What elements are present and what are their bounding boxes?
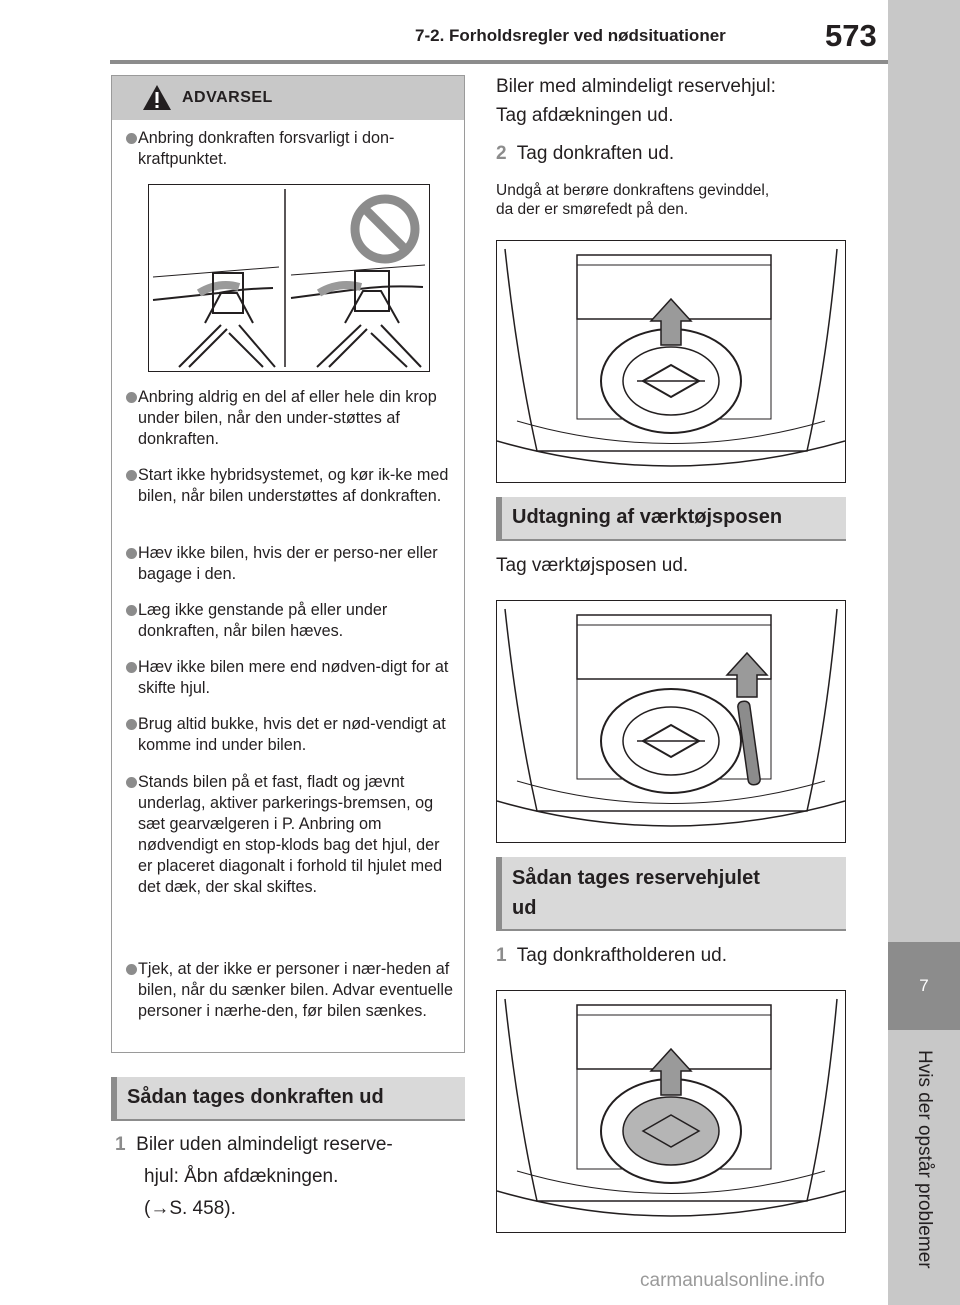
section-heading-spare-wheel: Sådan tages reservehjulet ud (496, 857, 846, 931)
grease-note: Undgå at berøre donkraftens gevinddel, da der er smørefedt på den. (496, 182, 770, 218)
bullet-icon (126, 605, 137, 616)
bullet-icon (126, 777, 137, 788)
section-heading-jack: Sådan tages donkraften ud (111, 1077, 465, 1121)
page-reference: (→S. 458). (144, 1198, 236, 1219)
warning-item: Læg ikke genstande på eller under donkraften, når bilen hæves. (126, 600, 458, 642)
header-rule (110, 60, 888, 64)
chapter-number-tab: 7 (888, 942, 960, 1030)
bullet-icon (126, 392, 137, 403)
warning-item: Anbring aldrig en del af eller hele din krop under bilen, når den under-støttes af donkraften. (126, 387, 458, 450)
bullet-icon (126, 964, 137, 975)
step-2-jack: 2 Tag donkraften ud. (496, 143, 675, 164)
jack-placement-figure (148, 184, 430, 372)
chapter-title-vertical (890, 1050, 958, 1280)
bullet-icon (126, 470, 137, 481)
warning-item: Stands bilen på et fast, fladt og jævnt underlag, aktiver parkerings-bremsen, og sæt gearvælgeren i P. Anbring om nødvendigt en stop-klods bag det hjul, der er placeret diagonalt i forhold til hjulet med det dæk, der skal skiftes. (126, 772, 458, 898)
warning-header (112, 76, 464, 120)
warning-item: Hæv ikke bilen mere end nødven-digt for at skifte hjul. (126, 657, 458, 699)
bullet-icon (126, 133, 137, 144)
warning-label: ADVARSEL (182, 89, 273, 106)
warning-item: Start ikke hybridsystemet, og kør ik-ke med bilen, når bilen understøttes af donkraften. (126, 465, 458, 507)
warning-triangle-icon (142, 84, 172, 111)
prohibition-icon (355, 199, 415, 259)
bullet-icon (126, 548, 137, 559)
warning-item: Anbring donkraften forsvarligt i don-kraftpunktet. (126, 128, 458, 170)
section-header: 7-2. Forholdsregler ved nødsituationer (415, 26, 726, 45)
right-intro-line2: Tag afdækningen ud. (496, 105, 674, 126)
chapter-title: Hvis der opstår problemer (914, 1050, 935, 1269)
trunk-toolbag-figure (496, 600, 846, 843)
right-intro-line1: Biler med almindeligt reservehjul: (496, 76, 776, 97)
warning-item: Tjek, at der ikke er personer i nær-heden af bilen, når du sænker bilen. Advar eventuelle personer i nærhe-den, før bilen sænkes. (126, 959, 458, 1022)
toolbag-instruction: Tag værktøjsposen ud. (496, 555, 689, 576)
step-1-jack: 1 Biler uden almindeligt reserve- hjul: Åbn afdækningen. (→S. 458). (115, 1132, 475, 1222)
warning-item: Hæv ikke bilen, hvis der er perso-ner eller bagage i den. (126, 543, 458, 585)
trunk-jack-figure (496, 240, 846, 483)
bullet-icon (126, 719, 137, 730)
trunk-jack-holder-figure (496, 990, 846, 1233)
section-heading-toolbag: Udtagning af værktøjsposen (496, 497, 846, 541)
warning-box (111, 75, 465, 1053)
bullet-icon (126, 662, 137, 673)
warning-item: Brug altid bukke, hvis det er nød-vendigt at komme ind under bilen. (126, 714, 458, 756)
page-number: 573 (825, 18, 877, 53)
step-1-spare-wheel: 1 Tag donkraftholderen ud. (496, 945, 728, 966)
footer-watermark: carmanualsonline.info (640, 1270, 825, 1291)
